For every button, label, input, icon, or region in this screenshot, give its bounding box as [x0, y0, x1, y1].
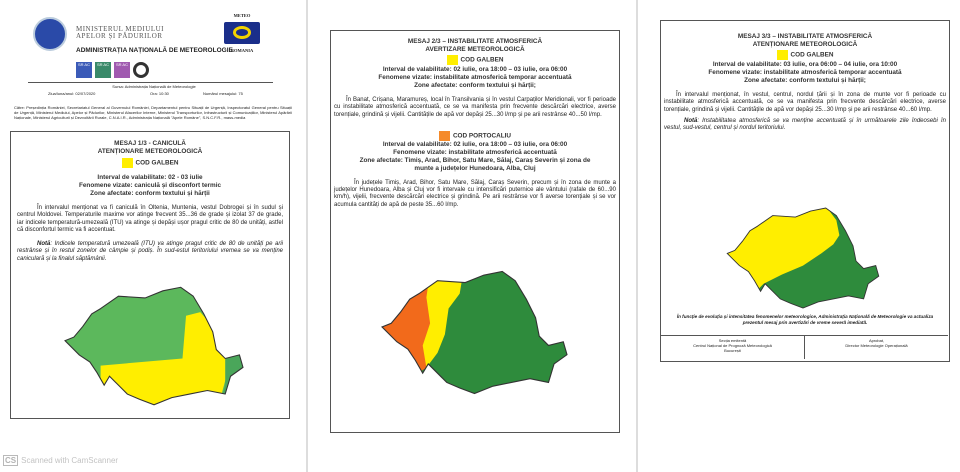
message-subtitle: AVERTIZARE METEOROLOGICĂ [425, 46, 525, 53]
yellow-code-swatch [447, 55, 458, 65]
code-label: COD GALBEN [460, 56, 504, 64]
ministry-name: APELOR ȘI PĂDURILOR [76, 32, 163, 40]
message-box [660, 20, 950, 362]
validity-interval: Interval de valabilitate: 02 iulie, ora 18:00 – 03 iulie, ora 06:00 [382, 140, 568, 148]
certification-badge: SR AC [114, 62, 130, 78]
approved-by: Director Meteorologie Operațională [845, 343, 908, 348]
map-zone-orange [382, 271, 430, 375]
phenomena: Fenomene vizate: instabilitate atmosferică accentuată [393, 148, 557, 156]
message-subtitle: ATENȚIONARE METEOROLOGICĂ [752, 41, 858, 48]
page-edge [306, 0, 308, 472]
validity-interval: Interval de valabilitate: 02 iulie, ora 18:00 – 03 iulie, ora 06:00 [382, 66, 568, 73]
meteo-logo-text: METEO [233, 13, 251, 18]
warning-map-2 [382, 270, 567, 395]
phenomena: Fenomene vizate: instabilitate atmosferică temporar accentuată [378, 74, 572, 81]
yellow-code-swatch [777, 50, 788, 60]
message-body: În Banat, Crișana, Maramureș, local în Transilvania și în vestul Carpaților Meridionali, vor fi perioade cu instabilitate atmosferică accentuată, ce se va manifesta prin frecvente descărcări electrice, averse torențiale, grindină și vijelii. Cantitățile de apă vor depăși 25...30 l/mp și pe arii restrânse 40...50 l/mp. [334, 97, 616, 118]
phenomena: Fenomene vizate: caniculă și disconfort termic [78, 182, 222, 189]
footer-note: În funcție de evoluția și intensitatea fenomenelor meteorologice, Administrația Națională de Meteorologie va actualiza prezentul mesaj prin avertizări de vreme severă imediată. [676, 314, 934, 325]
page-3 [655, 10, 955, 365]
warning-map-1 [65, 287, 243, 405]
affected-zones: Zone afectate: conform textului și hărții; [744, 77, 866, 84]
code-label: COD GALBEN [135, 159, 179, 167]
page-2 [326, 20, 626, 450]
time-text: Ora: 10:30 [150, 91, 169, 96]
validity-interval: Interval de valabilitate: 02 - 03 iulie [97, 174, 203, 181]
message-body: În județele Timiș, Arad, Bihor, Satu Mare, Sălaj, Caraș Severin, precum și în zona de munte a județelor Hunedoara, Alba și Cluj vor fi intervale cu intensificări puternice ale vântului (rafale de 60...90 km/h), vijelii, frecvente descărcări electrice și grindină. Pe arii restrânse vor fi averse torențiale și se vor acumula cantități de apă de peste 35...60 l/mp. [334, 179, 616, 208]
affected-zones: Zone afectate: conform textului și hărții; [414, 82, 536, 89]
affected-zones: Zone afectate: Timiș, Arad, Bihor, Satu Mare, Sălaj, Caraș Severin și zona de munte a județelor Hunedoara, Alba, Cluj [359, 156, 591, 172]
government-seal [33, 17, 67, 51]
meteo-logo [224, 22, 260, 44]
message-number: Numărul mesajului: 75 [203, 91, 243, 96]
message-subtitle: ATENȚIONARE METEOROLOGICĂ [97, 148, 203, 155]
watermark-text: Scanned with CamScanner [21, 456, 119, 465]
page-edge [636, 0, 638, 472]
issued-by: Centrul Național de Prognoză Meteorologică [693, 343, 772, 348]
issued-label: Secția emitentă [718, 338, 747, 343]
phenomena: Fenomene vizate: instabilitate atmosferică temporar accentuată [708, 69, 902, 76]
code-label: COD GALBEN [790, 51, 834, 59]
code-label: COD PORTOCALIU [452, 132, 512, 140]
orange-code-swatch [439, 131, 450, 141]
affected-zones: Zone afectate: conform textului și hărții [90, 190, 210, 197]
note-text: : Instabilitatea atmosferică se va menține accentuată și în următoarele zile îndeosebi în vestul, sud-vestul, centrul și nordul teritoriului. [664, 117, 946, 132]
source-text: Sursa: Administrația Națională de Meteorologie [112, 84, 196, 89]
page-1 [8, 0, 300, 455]
issued-city: București [724, 348, 741, 353]
note-text: : Indicele temperatură umezeală (ITU) va atinge pragul critic de 80 de unități pe arii restrânse și în restul zonelor de câmpie și podiș. În sud-estul teritoriului vremea se va menține caniculară și la finalul săptămânii. [17, 241, 283, 262]
divider [28, 82, 273, 83]
certification-seal-icon [133, 62, 149, 78]
certification-badge: SR AC [76, 62, 92, 78]
message-title: MESAJ 3/3 – INSTABILITATE ATMOSFERICĂ [737, 33, 873, 40]
approved-label: Aprobat, [868, 338, 885, 343]
note-label: Notă [684, 117, 698, 124]
message-body: În intervalul menționat, în vestul, centrul, nordul țării și în zona de munte vor fi perioade cu instabilitate atmosferică accentuată, ce se va manifesta prin frecvente descărcări electrice, averse torențiale, grindină și vijelii. Cantitățile de apă vor depăși 25...30 l/mp și pe arii restrânse 40...60 l/mp. [664, 92, 946, 113]
message-title: MESAJ 2/3 – INSTABILITATE ATMOSFERICĂ [407, 38, 543, 45]
note-label: Notă [37, 241, 51, 248]
camscanner-watermark [3, 455, 118, 466]
meteo-logo-text: ROMANIA [230, 48, 254, 53]
recipients-text: Către: Președinția României, Secretariatul General al Guvernului României, Departamentul pentru Situații de Urgență, Inspectoratul General pentru Situații de Urgență, Ministerul Mediului, Apelor și Pădurilor, Ministerul Afacerilor Interne, Ministerul Transporturilor, Infrastructurii și Comunicațiilor, Ministerul Apărării Naționale, Ministerul Agriculturii și Dezvoltării Rurale, C.N.A.I.R., Administrația Națională "Apele Române", S.N.C.F.R., mass-media [14, 105, 292, 120]
message-body: În intervalul menționat va fi caniculă în Oltenia, Muntenia, vestul Dobrogei și în sudul și centrul Moldovei. Temperaturile maxime vor atinge frecvent 35...36 de grade și izolat 37 de grade, iar indicele temperatură-umezeală (ITU) va atinge și depăși ușor pragul critic de 80 de unități, astfel că disconfortul termic va fi accentuat. [17, 205, 283, 233]
ministry-name: MINISTERUL MEDIULUI [76, 25, 164, 33]
certification-badge: SR AC [95, 62, 111, 78]
validity-interval: Interval de valabilitate: 03 iulie, ora 06:00 – 04 iulie, ora 10:00 [712, 61, 898, 68]
camscanner-logo: CS [5, 456, 17, 465]
agency-name: ADMINISTRAȚIA NAȚIONALĂ DE METEOROLOGIE [76, 47, 233, 54]
signature-table [661, 335, 948, 359]
date-text: Ziua/luna/anul: 02/07/2020 [48, 91, 96, 96]
yellow-code-swatch [122, 158, 133, 168]
message-title: MESAJ 1/3 - CANICULĂ [114, 140, 186, 147]
warning-map-3 [727, 208, 879, 308]
